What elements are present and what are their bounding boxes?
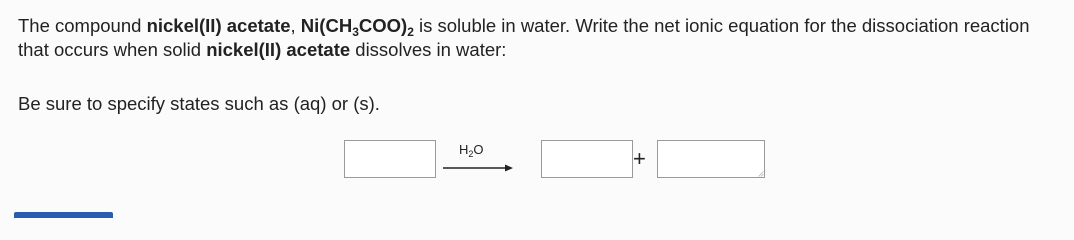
arrow-label-subscript: 2 <box>468 149 474 159</box>
question-body: is soluble in water. Write the net ionic equation for the dissociation reaction that occurs when solid <box>18 15 1030 60</box>
arrow-label-h: H <box>459 142 469 157</box>
arrow-label-water <box>459 142 484 157</box>
compound-formula <box>300 15 414 39</box>
arrow-label-o: O <box>473 142 484 157</box>
product-1-input-box[interactable] <box>541 140 633 178</box>
question-intro: The compound <box>18 15 147 36</box>
question-end: dissolves in water: <box>350 39 507 60</box>
resize-grip-icon <box>758 171 764 177</box>
states-hint: Be sure to specify states such as (aq) or (s). <box>18 93 380 114</box>
reaction-arrow-icon <box>442 163 514 173</box>
bottom-accent-bar <box>14 212 113 218</box>
plus-sign: + <box>633 146 646 171</box>
formula-part-b: COO) <box>358 15 408 36</box>
compound-name: nickel(II) acetate <box>146 15 291 36</box>
question-paragraph <box>18 14 1063 62</box>
product-2-input-box[interactable] <box>657 140 765 178</box>
question-comma: , <box>290 15 301 36</box>
formula-subscript-2: 2 <box>407 25 414 39</box>
reactant-input-box[interactable] <box>344 140 436 178</box>
formula-part-a: Ni(CH <box>300 15 353 36</box>
question-text <box>18 14 1063 62</box>
compound-name-repeat: nickel(II) acetate <box>206 39 351 60</box>
formula-subscript-3: 3 <box>352 25 359 39</box>
